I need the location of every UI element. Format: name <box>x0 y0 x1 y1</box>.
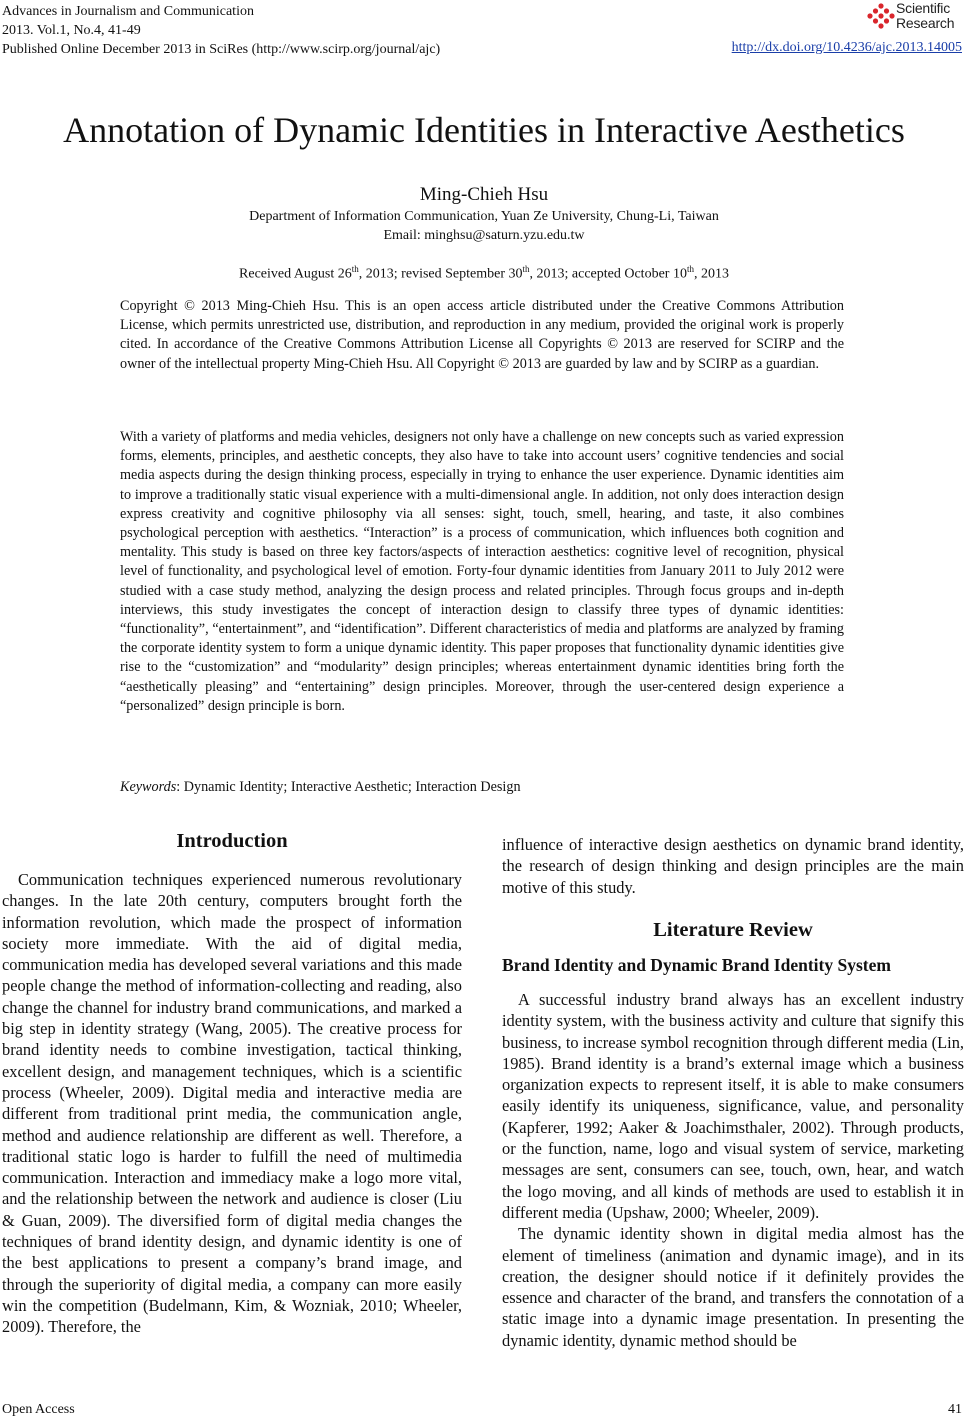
keywords-label: Keywords <box>120 779 177 795</box>
scientific-research-logo <box>866 0 964 34</box>
author-name: Ming-Chieh Hsu <box>419 184 549 205</box>
author-email: Email: minghsu@saturn.yzu.edu.tw <box>383 228 585 243</box>
accepted-text: , 2013; accepted October 10 <box>529 266 687 282</box>
publication-info: Published Online December 2013 in SciRes (http://www.scirp.org/journal/ajc) <box>2 42 441 57</box>
logo-line-2: Research <box>896 15 955 31</box>
journal-name: Advances in Journalism and Communication <box>2 4 254 19</box>
open-access-label: Open Access <box>2 1402 75 1417</box>
logo-line-1: Scientific <box>896 0 951 16</box>
brand-identity-subheading: Brand Identity and Dynamic Brand Identity System <box>502 955 891 975</box>
submission-dates <box>0 264 968 283</box>
accepted-sup: th <box>686 264 694 274</box>
literature-paragraphs <box>502 989 964 1351</box>
copyright-notice: Copyright © 2013 Ming-Chieh Hsu. This is an open access article distributed under the Creative Commons Attribution License, which permits unrestricted use, distribution, and reproduction in any medium, provided the original work is properly cited. In accordance of the Creative Commons Attribution License all Copyrights © 2013 are reserved for SCIRP and the owner of the intellectual property Ming-Chieh Hsu. All Copyright © 2013 are guarded by law and by SCIRP as a guardian. <box>120 298 844 372</box>
introduction-paragraph <box>2 869 462 1338</box>
page-number: 41 <box>948 1402 962 1417</box>
keywords <box>120 779 521 796</box>
doi-link[interactable]: http://dx.doi.org/10.4236/ajc.2013.14005 <box>731 40 962 55</box>
journal-header <box>2 2 440 59</box>
logo-dots-icon <box>866 2 896 32</box>
accepted-year: , 2013 <box>693 266 729 282</box>
introduction-heading: Introduction <box>176 830 288 852</box>
literature-paragraph-1: A successful industry brand always has an excellent industry identity system, with the business activity and culture that signify this business, to increase symbol recognition through different media (Lin, 1985). Brand identity is a brand’s external image which a business organization expects to represent itself, it is able to make consumers easily identify its uniqueness, significance, value, and personality (Kapferer, 1992; Aaker & Joachimsthaler, 2002). Through products, or the function, name, logo and visual system of service, marketing messages are sent, consumers can see, touch, own, hear, and watch the logo moving, and all kinds of methods are used to establish it in different media (Upshaw, 2000; Wheeler, 2009). <box>502 990 964 1222</box>
author-affiliation: Department of Information Communication, Yuan Ze University, Chung-Li, Taiwan <box>249 209 719 224</box>
intro-text: Communication techniques experienced numerous revolutionary changes. In the late 20th century, computers brought forth the information revolution, which made the prospect of information society more immediate. With the aid of digital media, communication media has developed several variations and this made people change the method of information-collecting and reading, also change the channel for industry brand communications, and marked a big step in identity strategy (Wang, 2005). The creative process for brand identity needs to combine investigation, tactical thinking, excellent design, and management techniques, which is a scientific process (Wheeler, 2009). Digital media and interactive media are different from traditional print media, the communication angle, method and audience relationship are different as well. Therefore, a traditional static logo is harder to fulfill the need of multimedia communication. Interaction and immediacy make a logo more vital, and the relationship between the network and audience is closer (Liu & Guan, 2009). The diversified form of digital media changes the techniques of brand identity design, and dynamic identity is one of the best applications to present a company’s brand image, and through the superiority of digital media, a company can more easily win the competition (Budelmann, Kim, & Wozniak, 2010; Wheeler, 2009). Therefore, the <box>2 870 462 1337</box>
received-text: Received August 26 <box>239 266 352 282</box>
keywords-list: : Dynamic Identity; Interactive Aesthetic; Interaction Design <box>176 779 521 795</box>
received-sup: th <box>351 264 359 274</box>
intro-continuation: influence of interactive design aesthetics on dynamic brand identity, the research of design thinking and design principles are the main motive of this study. <box>502 835 964 897</box>
revised-sup: th <box>522 264 530 274</box>
literature-paragraph-2: The dynamic identity shown in digital media almost has the element of timeliness (animation and dynamic image), and in its creation, the designer should notice if it definitely provides the essence and character of the brand, and transfers the connotation of a static image into a dynamic image presentation. In presenting the dynamic identity, dynamic method should be <box>502 1224 964 1350</box>
literature-review-heading: Literature Review <box>653 919 813 941</box>
abstract: With a variety of platforms and media vehicles, designers not only have a challenge on new concepts such as varied expression forms, elements, principles, and aesthetic concepts, they also have to take into account users’ cognitive tendencies and social media aspects during the design thinking process, especially in trying to enhance the user experience. Dynamic identities aim to improve a traditionally static visual experience with a multi-dimensional angle. In addition, not only does interaction design express creativity and cognitive philosophy via all senses: sight, touch, smell, hearing, and taste, it also combines psychological perception with aesthetics. “Interaction” is a process of communication, which influences both cognition and mentality. This study is based on three key factors/aspects of interaction aesthetics: cognitive level of recognition, physical level of functionality, and psychological level of emotion. Forty-four dynamic identities from January 2011 to July 2012 were studied with a case study method, analyzing the design process and related principles. Through focus groups and in-depth interviews, this study investigates the concept of interaction design to classify three types of dynamic identities: “functionality”, “entertainment”, and “identification”. Different characteristics of media and platforms are analyzed by framing the corporate identity system to form a unique dynamic identity. This paper proposes that functionality dynamic identities give rise to the “customization” and “modularity” design principles; whereas entertainment dynamic identities bring forth the “aesthetically pleasing” and “entertaining” design principles. Moreover, through the user-centered design experience a “personalized” design principle is born. <box>120 429 844 714</box>
revised-text: , 2013; revised September 30 <box>358 266 523 282</box>
logo-text <box>896 1 954 31</box>
volume-info: 2013. Vol.1, No.4, 41-49 <box>2 23 141 38</box>
paper-title: Annotation of Dynamic Identities in Interactive Aesthetics <box>63 110 905 150</box>
